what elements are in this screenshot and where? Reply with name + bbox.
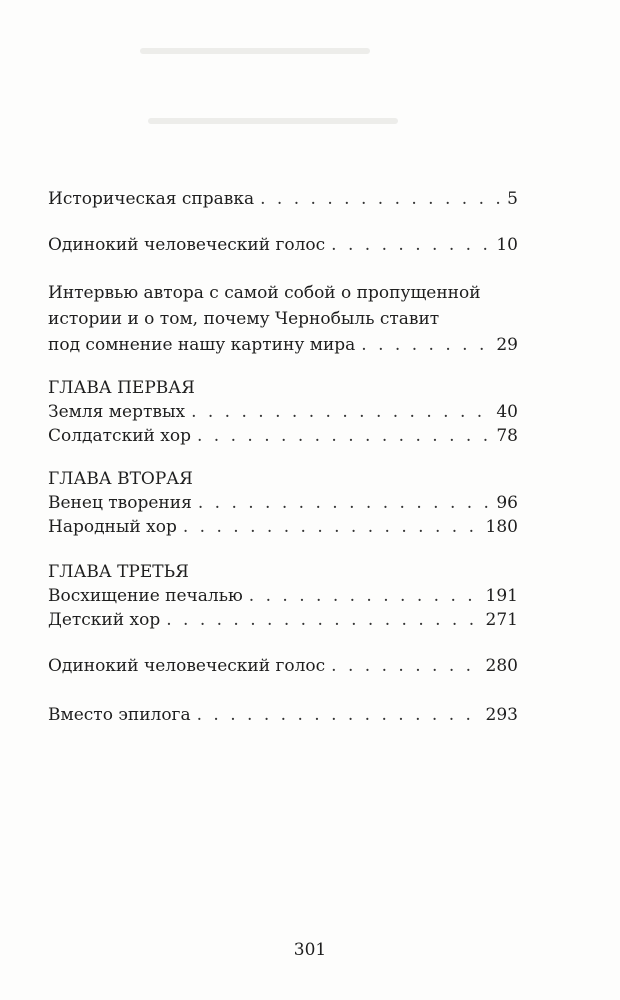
toc-entry-title: Одинокий человеческий голос: [48, 656, 326, 676]
show-through-mark: [148, 118, 398, 124]
chapter-heading: ГЛАВА ТРЕТЬЯ: [48, 562, 189, 582]
toc-entry-page: 280: [485, 656, 518, 676]
toc-entry-page: 5: [507, 189, 518, 209]
toc-entry-title: Венец творения: [48, 493, 192, 513]
toc-entry-title: Вместо эпилога: [48, 705, 191, 725]
toc-entry-title: Восхищение печалью: [48, 586, 243, 606]
leader-dots: [197, 423, 490, 449]
toc-entry-page: 10: [496, 235, 518, 255]
toc-entry-title: Земля мертвых: [48, 402, 186, 422]
toc-entry-title: Народный хор: [48, 517, 177, 537]
toc-entry: [48, 653, 518, 679]
toc-entry: [48, 514, 518, 540]
toc-entry-page: 180: [485, 517, 518, 537]
page-number: 301: [293, 940, 327, 960]
toc-entry-title-line: Интервью автора с самой собой о пропущенной: [48, 283, 481, 303]
leader-dots: [331, 232, 490, 258]
toc-entry: [48, 232, 518, 258]
toc-entry: [48, 702, 518, 728]
toc-entry-page: 271: [485, 610, 518, 630]
toc-entry-title: Историческая справка: [48, 189, 255, 209]
toc-entry-title: Детский хор: [48, 610, 161, 630]
leader-dots: [361, 332, 490, 358]
leader-dots: [166, 607, 479, 633]
toc-entry-title: Одинокий человеческий голос: [48, 235, 326, 255]
show-through-mark: [140, 48, 370, 54]
chapter-heading: ГЛАВА ВТОРАЯ: [48, 469, 193, 489]
leader-dots: [191, 399, 490, 425]
toc-entry-page: 29: [496, 335, 518, 355]
toc-entry: [48, 186, 518, 212]
toc-entry: [48, 423, 518, 449]
leader-dots: [260, 186, 501, 212]
leader-dots: [197, 702, 480, 728]
leader-dots: [198, 490, 491, 516]
toc-entry: [48, 607, 518, 633]
toc-entry-page: 78: [496, 426, 518, 446]
toc-entry-page: 293: [485, 705, 518, 725]
toc-entry-multiline: [48, 280, 518, 358]
toc-entry-title: Солдатский хор: [48, 426, 191, 446]
toc-entry-title-line: под сомнение нашу картину мира: [48, 335, 356, 355]
leader-dots: [331, 653, 479, 679]
toc-entry-page: 191: [485, 586, 518, 606]
toc-entry: [48, 490, 518, 516]
toc-entry-page: 96: [496, 493, 518, 513]
leader-dots: [183, 514, 480, 540]
toc-entry: [48, 399, 518, 425]
leader-dots: [249, 583, 480, 609]
toc-entry-title-line: истории и о том, почему Чернобыль ставит: [48, 309, 440, 329]
toc-entry: [48, 583, 518, 609]
chapter-heading: ГЛАВА ПЕРВАЯ: [48, 378, 195, 398]
toc-entry-page: 40: [496, 402, 518, 422]
